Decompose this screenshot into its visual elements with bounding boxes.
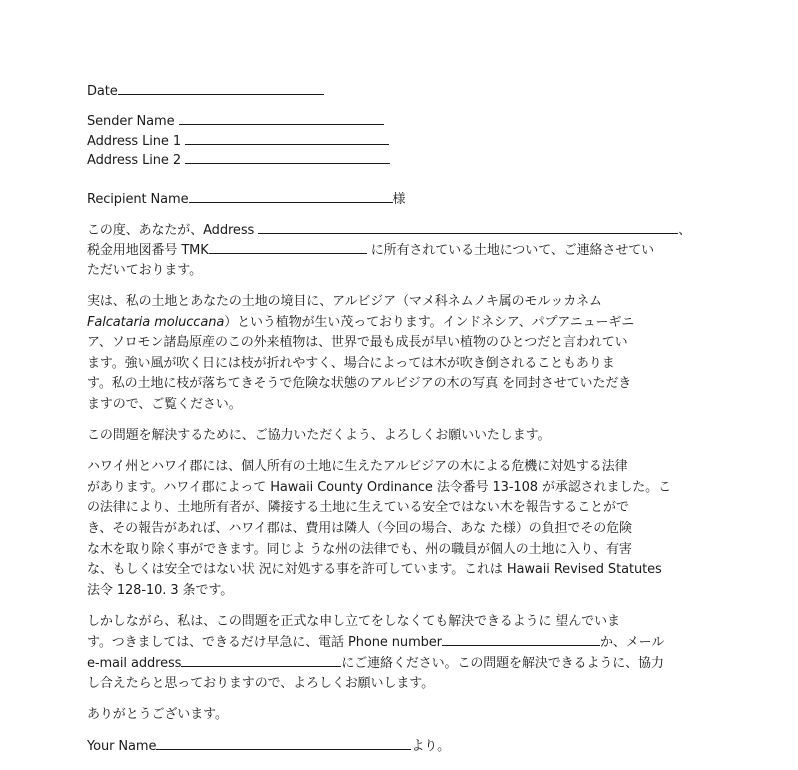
- p1-text-b: 税金用地図番号 TMK: [87, 243, 209, 258]
- p4-line-7: 法令 128-10. 3 条です。: [87, 583, 234, 598]
- recipient-line: [87, 189, 405, 210]
- p4-line-1: ハワイ州とハワイ郡には、個人所有の土地に生えたアルビジアの木による危機に対処する法律: [87, 459, 628, 474]
- closing-suffix: より。: [411, 739, 451, 754]
- address-line-2-label: Address Line 2: [87, 153, 181, 168]
- p2-line-4: ます。強い風が吹く日には枝が折れやすく、場合によっては木が吹き倒されることもありま: [87, 356, 615, 371]
- p1-text-a-end: 、: [678, 223, 692, 238]
- p4-line-6: な、もしくは安全ではない状 況に対処する事を許可しています。これは Hawaii Revised Statutes: [87, 562, 662, 577]
- p2-line-6: ますので、ご覧ください。: [87, 397, 242, 412]
- sender-name-blank[interactable]: [179, 111, 384, 125]
- thanks-line: ありがとうございます。: [87, 707, 228, 722]
- p5-line-3-a: e-mail address: [87, 656, 182, 671]
- p5-line-3: [87, 653, 664, 674]
- p2-line-3: ア、ソロモン諸島原産のこの外来植物は、世界で最も成長が早い植物のひとつだと言われてい: [87, 335, 628, 350]
- address-line-2-blank[interactable]: [185, 150, 390, 164]
- phone-blank[interactable]: [442, 632, 600, 646]
- p5-line-2-a: す。つきましては、できるだけ早急に、電話 Phone number: [87, 635, 442, 650]
- your-name-label: Your Name: [87, 739, 157, 754]
- date-label: Date: [87, 84, 118, 99]
- recipient-blank[interactable]: [189, 189, 393, 203]
- your-name-blank[interactable]: [156, 736, 411, 750]
- p5-line-2: [87, 632, 664, 653]
- p2-line-2: [87, 313, 634, 333]
- p2-line-2-rest: ）という植物が生い茂っております。インドネシア、パプアニューギニ: [224, 315, 635, 330]
- sender-name-label: Sender Name: [87, 114, 175, 129]
- closing-line: [87, 736, 450, 757]
- p1-line-3: ただいております。: [87, 263, 203, 278]
- p2-line-1: 実は、私の土地とあなたの土地の境目に、アルビジア（マメ科ネムノキ属のモルッカネム: [87, 294, 602, 309]
- p5-line-1: しかしながら、私は、この問題を正式な申し立てをしなくても解決できるように 望んでいま: [87, 614, 620, 629]
- sender-name-line: [87, 111, 384, 132]
- p3-line: この問題を解決するために、ご協力いただくよう、よろしくお願いいたします。: [87, 428, 551, 443]
- p4-line-4: き、その報告があれば、ハワイ郡は、費用は隣人（今回の場合、あな た様）の負担でその危険: [87, 521, 632, 536]
- address-line-1: [87, 131, 389, 152]
- p1-line-1: [87, 220, 691, 241]
- address-line-1-label: Address Line 1: [87, 134, 181, 149]
- address-line-2: [87, 150, 390, 171]
- species-name: Falcataria moluccana: [87, 315, 225, 330]
- p4-line-3: の法律により、土地所有者が、隣接する土地に生えている安全ではない木を報告することがで: [87, 500, 629, 515]
- date-line: [87, 81, 324, 102]
- p5-line-4: し合えたらと思っておりますので、よろしくお願いします。: [87, 676, 435, 691]
- date-blank[interactable]: [118, 81, 324, 95]
- recipient-label: Recipient Name: [87, 192, 189, 207]
- p1-text-a: この度、あなたが、Address: [87, 223, 255, 238]
- address-blank[interactable]: [258, 220, 678, 234]
- p5-line-3-b: にご連絡ください。この問題を解決できるように、協力: [341, 656, 664, 671]
- p4-line-5: な木を取り除く事ができます。同じよ うな州の法律でも、州の職員が個人の土地に入り、有害: [87, 542, 632, 557]
- address-line-1-blank[interactable]: [185, 131, 389, 145]
- p4-line-2: があります。ハワイ郡によって Hawaii County Ordinance 法令番号 13-108 が承認されました。こ: [87, 480, 671, 495]
- p1-line-2: [87, 240, 654, 261]
- email-blank[interactable]: [181, 653, 341, 667]
- tmk-blank[interactable]: [209, 240, 367, 254]
- p1-text-b-end: に所有されている土地について、ご連絡させてい: [370, 243, 655, 258]
- p2-line-5: す。私の土地に枝が落ちてきそうで危険な状態のアルビジアの木の写真 を同封させていただき: [87, 376, 632, 391]
- recipient-suffix: 様: [392, 192, 406, 207]
- p5-line-2-b: か、メール: [599, 635, 665, 650]
